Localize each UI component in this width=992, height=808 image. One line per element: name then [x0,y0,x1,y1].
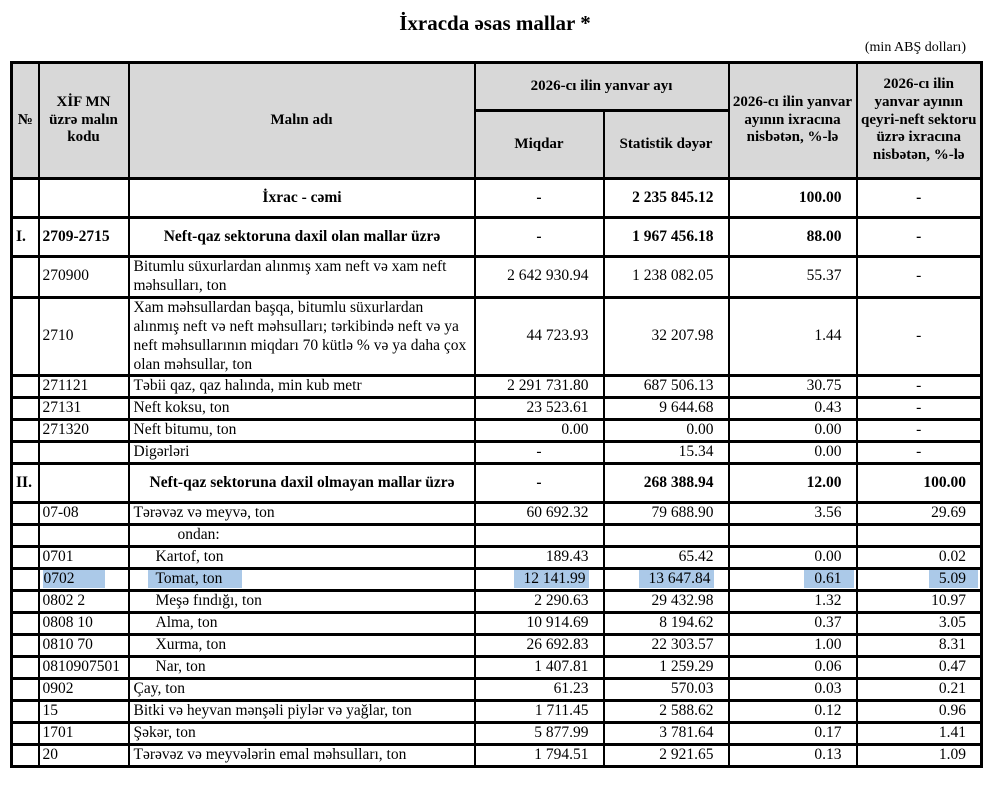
cell-number [12,257,39,298]
table-row [12,297,982,376]
table-row [12,547,982,569]
cell-pct-total: 12.00 [729,464,857,503]
cell-pct-total: 0.12 [729,701,857,723]
cell-number: I. [12,218,39,257]
cell-code: 271320 [39,420,129,442]
cell-stat-value: 65.42 [604,547,729,569]
unit-note: (min ABŞ dolları) [864,40,966,55]
exports-table [10,61,983,768]
cell-code [39,442,129,464]
cell-pct-nonoil: - [857,398,982,420]
table-row [12,745,982,767]
cell-number [12,297,39,376]
cell-name: Şəkər, ton [129,723,475,745]
cell-pct-nonoil: - [857,442,982,464]
cell-code: 0808 10 [39,613,129,635]
cell-pct-total: 0.43 [729,398,857,420]
table-row [12,376,982,398]
cell-number [12,442,39,464]
table-row [12,257,982,298]
cell-quantity: - [475,218,604,257]
selection-highlight: 0702 [43,569,105,588]
cell-stat-value: 79 688.90 [604,503,729,525]
table-row [12,591,982,613]
cell-pct-total: 0.03 [729,679,857,701]
col-header-name: Malın adı [129,63,475,179]
selection-highlight: 5.09 [929,569,978,588]
cell-pct-total: 30.75 [729,376,857,398]
cell-quantity: 2 642 930.94 [475,257,604,298]
cell-stat-value: 0.00 [604,420,729,442]
cell-pct-total [729,569,857,591]
cell-pct-nonoil [857,525,982,547]
cell-pct-total: 100.00 [729,179,857,218]
cell-code: 270900 [39,257,129,298]
cell-quantity: 1 794.51 [475,745,604,767]
cell-stat-value: 3 781.64 [604,723,729,745]
cell-pct-total: 1.44 [729,297,857,376]
cell-code [39,525,129,547]
cell-pct-nonoil: 8.31 [857,635,982,657]
cell-stat-value: 268 388.94 [604,464,729,503]
selection-highlight: 0.61 [804,569,853,588]
cell-pct-nonoil: - [857,257,982,298]
cell-name: Nar, ton [129,657,475,679]
cell-stat-value: 29 432.98 [604,591,729,613]
cell-code: 0902 [39,679,129,701]
table-row [12,679,982,701]
cell-pct-nonoil: 0.02 [857,547,982,569]
cell-stat-value: 570.03 [604,679,729,701]
cell-code: 1701 [39,723,129,745]
cell-number [12,701,39,723]
col-header-number: № [12,63,39,179]
cell-name: Neft bitumu, ton [129,420,475,442]
cell-code: 2710 [39,297,129,376]
selection-highlight: 13 647.84 [639,569,714,588]
cell-quantity: 10 914.69 [475,613,604,635]
cell-quantity: - [475,464,604,503]
cell-quantity: 2 290.63 [475,591,604,613]
cell-name: Tərəvəz və meyvə, ton [129,503,475,525]
cell-quantity: 60 692.32 [475,503,604,525]
cell-number [12,547,39,569]
cell-pct-nonoil: 0.47 [857,657,982,679]
cell-pct-nonoil: 29.69 [857,503,982,525]
cell-quantity: 1 711.45 [475,701,604,723]
cell-code: 0701 [39,547,129,569]
cell-pct-total: 0.00 [729,442,857,464]
cell-number [12,613,39,635]
cell-number [12,635,39,657]
cell-pct-nonoil: 0.21 [857,679,982,701]
cell-stat-value: 15.34 [604,442,729,464]
cell-number [12,398,39,420]
cell-pct-total: 0.00 [729,420,857,442]
cell-code: 0810 70 [39,635,129,657]
cell-quantity [475,569,604,591]
cell-pct-nonoil: - [857,420,982,442]
cell-stat-value: 2 921.65 [604,745,729,767]
cell-name: Tərəvəz və meyvələrin emal məhsulları, ton [129,745,475,767]
table-row [12,179,982,218]
table-row [12,398,982,420]
selection-highlight: Tomat, ton [148,569,243,588]
cell-number [12,723,39,745]
cell-pct-nonoil: - [857,376,982,398]
cell-stat-value: 8 194.62 [604,613,729,635]
table-row [12,635,982,657]
cell-number [12,376,39,398]
col-header-pct-total: 2026-cı ilin yanvar ayının ixracına nisbətən, %-lə [729,63,857,179]
table-header [12,63,982,179]
cell-quantity: 26 692.83 [475,635,604,657]
cell-name: Bitki və heyvan mənşəli piylər və yağlar, ton [129,701,475,723]
table-row [12,525,982,547]
cell-name [129,569,475,591]
cell-number: II. [12,464,39,503]
cell-name: Kartof, ton [129,547,475,569]
cell-pct-nonoil [857,569,982,591]
cell-stat-value: 1 259.29 [604,657,729,679]
cell-pct-nonoil: 1.41 [857,723,982,745]
col-header-code: XİF MN üzrə malın kodu [39,63,129,179]
cell-pct-nonoil: - [857,218,982,257]
cell-stat-value: 1 238 082.05 [604,257,729,298]
cell-number [12,525,39,547]
cell-pct-nonoil: 0.96 [857,701,982,723]
table-row [12,569,982,591]
cell-quantity: 44 723.93 [475,297,604,376]
cell-code: 07-08 [39,503,129,525]
cell-pct-nonoil: 10.97 [857,591,982,613]
cell-name: Neft-qaz sektoruna daxil olan mallar üzrə [129,218,475,257]
cell-quantity: 1 407.81 [475,657,604,679]
cell-pct-total: 0.06 [729,657,857,679]
col-header-quantity: Miqdar [475,111,604,179]
selection-highlight: 12 141.99 [514,569,589,588]
cell-stat-value: 1 967 456.18 [604,218,729,257]
cell-number [12,420,39,442]
cell-code: 0802 2 [39,591,129,613]
cell-code [39,179,129,218]
cell-code: 27131 [39,398,129,420]
cell-name: Digərləri [129,442,475,464]
table-row [12,657,982,679]
cell-stat-value [604,569,729,591]
cell-stat-value: 2 235 845.12 [604,179,729,218]
col-header-pct-nonoil: 2026-cı ilin yanvar ayının qeyri-neft sektoru üzrə ixracına nisbətən, %-lə [857,63,982,179]
cell-number [12,591,39,613]
cell-number [12,569,39,591]
cell-code: 20 [39,745,129,767]
cell-pct-total: 0.00 [729,547,857,569]
cell-code: 0810907501 [39,657,129,679]
cell-pct-total: 1.00 [729,635,857,657]
cell-name: Xam məhsullardan başqa, bitumlu süxurlardan alınmış neft və neft məhsulları; tərkibində neft və ya neft məhsullarının miqdarı 70 kütlə % və ya daha çox olan məhsullar, ton [129,297,475,376]
cell-pct-total: 0.13 [729,745,857,767]
cell-pct-nonoil: - [857,297,982,376]
cell-number [12,679,39,701]
cell-name: İxrac - cəmi [129,179,475,218]
cell-pct-nonoil: 100.00 [857,464,982,503]
cell-number [12,657,39,679]
cell-quantity: 189.43 [475,547,604,569]
cell-name: Neft koksu, ton [129,398,475,420]
cell-pct-total: 55.37 [729,257,857,298]
cell-code: 15 [39,701,129,723]
cell-number [12,179,39,218]
table-row [12,701,982,723]
cell-pct-nonoil: 3.05 [857,613,982,635]
table-row [12,464,982,503]
table-row [12,218,982,257]
cell-name: Neft-qaz sektoruna daxil olmayan mallar üzrə [129,464,475,503]
cell-pct-total: 0.17 [729,723,857,745]
cell-name: Xurma, ton [129,635,475,657]
cell-pct-nonoil: 1.09 [857,745,982,767]
cell-number [12,503,39,525]
cell-quantity: 23 523.61 [475,398,604,420]
col-header-month-group: 2026-cı ilin yanvar ayı [475,63,729,111]
page-title: İxracda əsas mallar * [399,11,591,35]
cell-stat-value [604,525,729,547]
cell-name: Meşə fındığı, ton [129,591,475,613]
cell-pct-total: 0.37 [729,613,857,635]
cell-name: Alma, ton [129,613,475,635]
cell-pct-total: 3.56 [729,503,857,525]
cell-stat-value: 9 644.68 [604,398,729,420]
cell-code [39,569,129,591]
cell-pct-total [729,525,857,547]
cell-quantity: 5 877.99 [475,723,604,745]
cell-name: Təbii qaz, qaz halında, min kub metr [129,376,475,398]
cell-stat-value: 32 207.98 [604,297,729,376]
cell-code [39,464,129,503]
table-body [12,179,982,767]
cell-pct-total: 1.32 [729,591,857,613]
table-row [12,420,982,442]
table-row [12,442,982,464]
cell-quantity: 0.00 [475,420,604,442]
cell-quantity: - [475,442,604,464]
cell-stat-value: 2 588.62 [604,701,729,723]
cell-number [12,745,39,767]
cell-name: Bitumlu süxurlardan alınmış xam neft və xam neft məhsulları, ton [129,257,475,298]
cell-quantity: - [475,179,604,218]
cell-quantity: 2 291 731.80 [475,376,604,398]
cell-code: 2709-2715 [39,218,129,257]
cell-name: Çay, ton [129,679,475,701]
cell-quantity [475,525,604,547]
cell-name: ondan: [129,525,475,547]
table-row [12,723,982,745]
cell-stat-value: 687 506.13 [604,376,729,398]
col-header-stat-value: Statistik dəyər [604,111,729,179]
cell-pct-nonoil: - [857,179,982,218]
table-row [12,613,982,635]
cell-code: 271121 [39,376,129,398]
cell-stat-value: 22 303.57 [604,635,729,657]
cell-pct-total: 88.00 [729,218,857,257]
cell-quantity: 61.23 [475,679,604,701]
table-row [12,503,982,525]
